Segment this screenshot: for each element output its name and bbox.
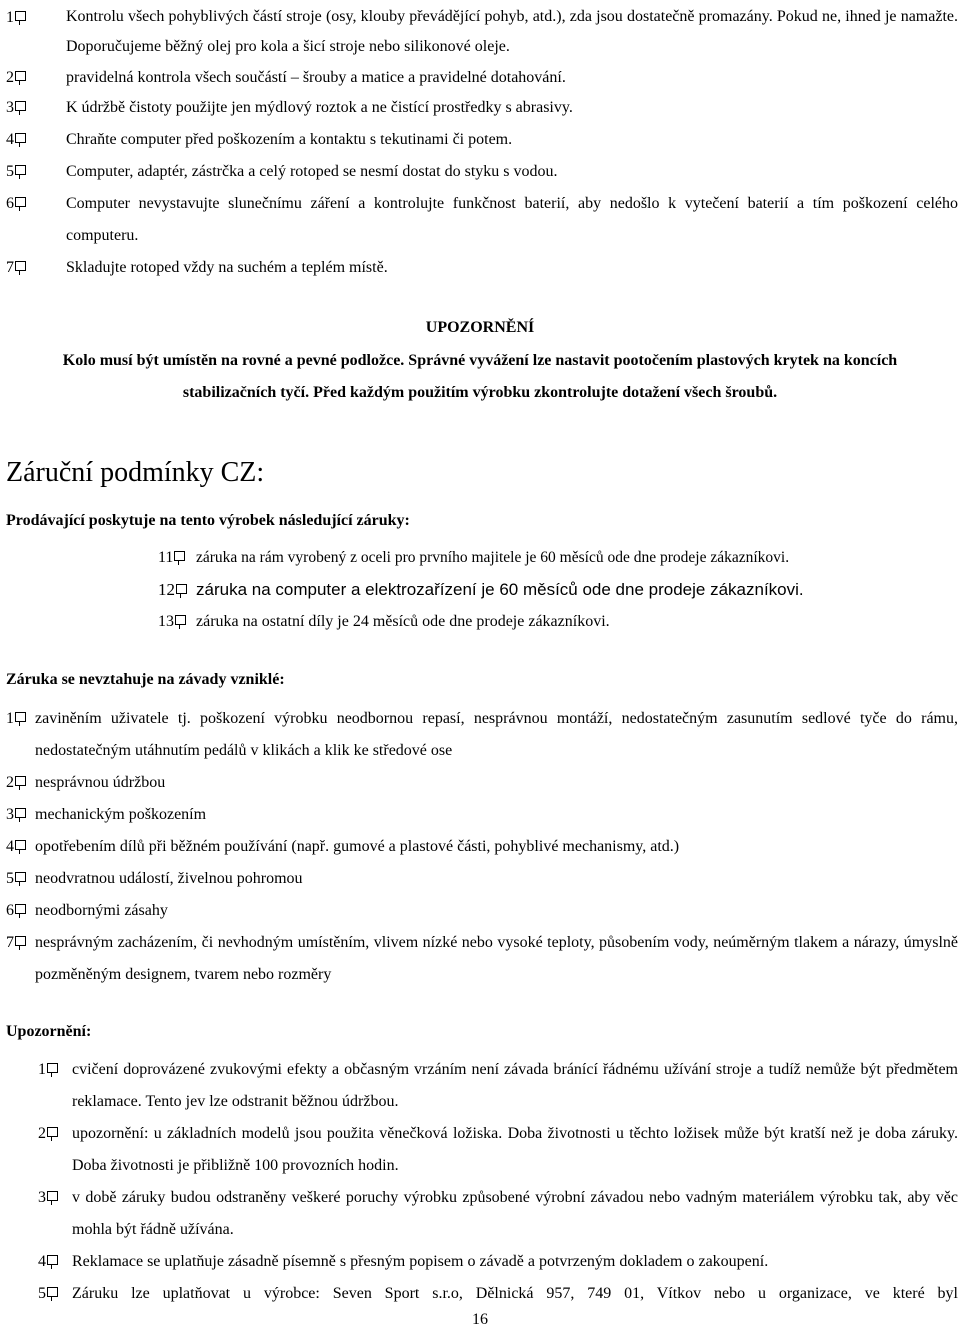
warranty-term (158, 574, 958, 606)
item-text: opotřebením dílů při běžném používání (např. gumové a plastové části, pohyblivé mechanismy, atd.) (35, 838, 680, 855)
box-glyph-icon (47, 1287, 58, 1297)
term-text: záruka na ostatní díly je 24 měsíců ode dne prodeje zákazníkovi. (196, 613, 610, 630)
maintenance-item (6, 2, 958, 62)
item-number: 6 (6, 195, 14, 212)
warranty-heading: Záruční podmínky CZ: (6, 457, 265, 488)
item-text: mechanickým poškozením (35, 806, 207, 823)
term-text: záruka na rám vyrobený z oceli pro prvního majitele je 60 měsíců ode dne prodeje zákazníkovi. (196, 549, 790, 566)
term-text: záruka na computer a elektrozařízení je 60 měsíců ode dne prodeje zákazníkovi. (196, 580, 804, 599)
box-glyph-icon (15, 712, 26, 722)
term-number: 12 (158, 580, 175, 599)
item-number: 3 (6, 99, 14, 116)
maintenance-item (6, 188, 958, 252)
item-text: Kontrolu všech pohyblivých částí stroje (osy, klouby převádějící pohyb, atd.), zda jsou dostatečně promazány. Pokud ne, ihned je namažte. Doporučujeme běžný olej pro kola a šicí stroje nebo silikonové oleje. (66, 8, 958, 55)
item-text: nesprávným zacházením, či nevhodným umístěním, vlivem nízké nebo vysoké teploty, působením vody, neúměrným tlakem a nárazy, úmyslně pozměněným designem, tvarem nebo rozměry (35, 934, 958, 983)
box-glyph-icon (15, 71, 26, 81)
box-glyph-icon (47, 1255, 58, 1265)
item-number: 1 (6, 710, 14, 727)
item-text: neodbornými zásahy (35, 902, 168, 919)
item-number: 4 (6, 838, 14, 855)
item-text: Reklamace se uplatňuje zásadně písemně s přesným popisem o závadě a potvrzeným dokladem o zakoupení. (72, 1253, 769, 1270)
item-number: 3 (38, 1189, 46, 1206)
item-number: 5 (6, 870, 14, 887)
exclusion-item (6, 799, 958, 831)
item-text: zaviněním uživatele tj. poškození výrobku neodbornou repasí, nesprávnou montáží, nedostatečným zasunutím sedlové tyče do rámu, nedostatečným utáhnutím pedálů v klikách a klik ke středové ose (35, 710, 958, 759)
item-text: neodvratnou událostí, živelnou pohromou (35, 870, 303, 887)
exclusion-item (6, 767, 958, 799)
term-number: 11 (158, 549, 174, 566)
exclusion-item (6, 927, 958, 991)
warning-title: UPOZORNĚNÍ (425, 319, 535, 336)
notice-item (38, 1054, 958, 1118)
item-text: pravidelná kontrola všech součástí – šrouby a matice a pravidelné dotahování. (66, 69, 566, 86)
item-number: 2 (6, 69, 14, 86)
maintenance-item (6, 92, 958, 124)
item-number: 2 (38, 1125, 46, 1142)
box-glyph-icon (15, 11, 26, 21)
box-glyph-icon (47, 1191, 58, 1201)
warning-line: Kolo musí být umístěn na rovné a pevné podložce. Správné vyvážení lze nastavit pootočením plastových krytek na koncích (62, 352, 898, 369)
item-number: 7 (6, 934, 14, 951)
box-glyph-icon (47, 1127, 58, 1137)
item-text: Skladujte rotoped vždy na suchém a teplém místě. (66, 259, 388, 276)
box-glyph-icon (15, 936, 26, 946)
maintenance-item (6, 62, 958, 94)
warranty-intro: Prodávající poskytuje na tento výrobek následující záruky: (6, 512, 410, 529)
item-text: nesprávnou údržbou (35, 774, 166, 791)
maintenance-item (6, 252, 958, 284)
box-glyph-icon (15, 776, 26, 786)
notice-item (38, 1118, 958, 1182)
item-text: Chraňte computer před poškozením a kontaktu s tekutinami či potem. (66, 131, 513, 148)
exclusion-item (6, 895, 958, 927)
box-glyph-icon (15, 197, 26, 207)
warning-line: stabilizačních tyčí. Před každým použitím výrobku zkontrolujte dotažení všech šroubů. (182, 384, 778, 401)
maintenance-item (6, 124, 958, 156)
warranty-term (158, 606, 958, 638)
box-glyph-icon (176, 584, 187, 594)
box-glyph-icon (15, 872, 26, 882)
item-text: cvičení doprovázené zvukovými efekty a občasným vrzáním není závada bránící řádnému užívání stroje a tudíž nemůže být předmětem reklamace. Tento jev lze odstranit běžnou údržbou. (72, 1061, 958, 1110)
item-text: Záruku lze uplatňovat u výrobce: Seven Sport s.r.o, Dělnická 957, 749 01, Vítkov nebo u organizace, ve které byl (72, 1285, 958, 1302)
notices-title: Upozornění: (6, 1023, 92, 1040)
item-number: 2 (6, 774, 14, 791)
item-number: 7 (6, 259, 14, 276)
exclusion-item (6, 831, 958, 863)
box-glyph-icon (15, 165, 26, 175)
item-number: 6 (6, 902, 14, 919)
item-number: 1 (38, 1061, 46, 1078)
warranty-term (158, 542, 958, 574)
box-glyph-icon (15, 808, 26, 818)
box-glyph-icon (15, 261, 26, 271)
box-glyph-icon (15, 133, 26, 143)
page-number: 16 (472, 1311, 488, 1328)
exclusions-title: Záruka se nevztahuje na závady vzniklé: (6, 671, 285, 688)
notice-item (38, 1246, 958, 1278)
item-text: K údržbě čistoty použijte jen mýdlový roztok a ne čistící prostředky s abrasivy. (66, 99, 573, 116)
exclusion-item (6, 703, 958, 767)
item-number: 3 (6, 806, 14, 823)
notice-item (38, 1182, 958, 1246)
item-text: Computer, adaptér, zástrčka a celý rotoped se nesmí dostat do styku s vodou. (66, 163, 558, 180)
item-number: 1 (6, 9, 14, 26)
box-glyph-icon (15, 840, 26, 850)
box-glyph-icon (15, 101, 26, 111)
term-number: 13 (158, 613, 174, 630)
box-glyph-icon (174, 551, 185, 561)
item-number: 5 (38, 1285, 46, 1302)
item-number: 4 (38, 1253, 46, 1270)
box-glyph-icon (47, 1063, 58, 1073)
box-glyph-icon (175, 615, 186, 625)
box-glyph-icon (15, 904, 26, 914)
item-text: Computer nevystavujte slunečnímu záření a kontrolujte funkčnost baterií, aby nedošlo k vytečení baterií a tím poškození celého computeru. (66, 195, 958, 244)
item-text: upozornění: u základních modelů jsou použita věnečková ložiska. Doba životnosti u těchto ložisek může být kratší než je doba záruky. Doba životnosti je přibližně 100 provozních hodin. (72, 1125, 958, 1174)
exclusion-item (6, 863, 958, 895)
item-number: 5 (6, 163, 14, 180)
maintenance-item (6, 156, 958, 188)
item-number: 4 (6, 131, 14, 148)
item-text: v době záruky budou odstraněny veškeré poruchy výrobku způsobené výrobní závadou nebo vadným materiálem výrobku tak, aby věc mohla být řádně užívána. (72, 1189, 958, 1238)
notice-item (38, 1278, 958, 1310)
